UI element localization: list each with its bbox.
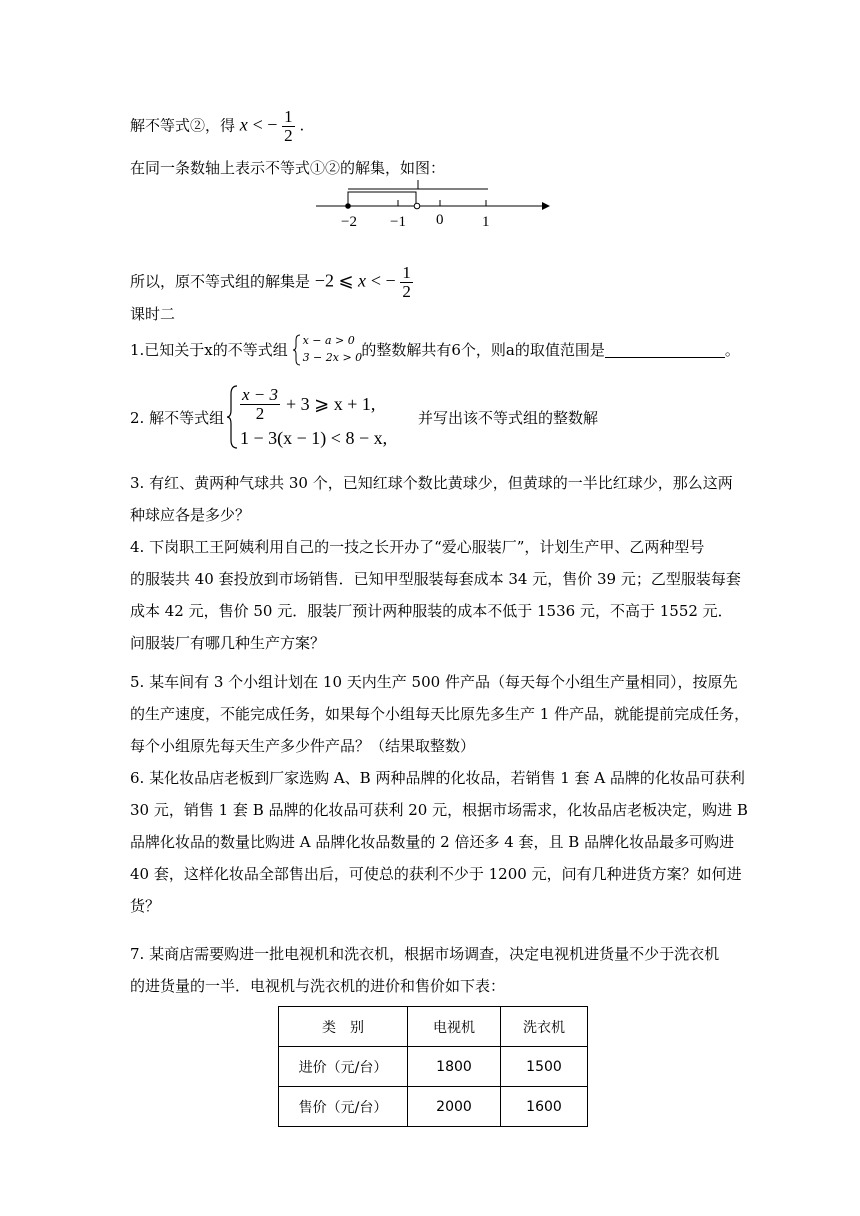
question-4-line-2: 的服装共 40 套投放到市场销售．已知甲型服装每套成本 34 元，售价 39 元；乙型服装每套 bbox=[130, 570, 741, 588]
conclusion-var: x bbox=[358, 270, 367, 291]
question-4-line-3: 成本 42 元，售价 50 元．服装厂预计两种服装的成本不低于 1536 元，不高于 1552 元． bbox=[130, 602, 733, 620]
question-6-line-1: 6. 某化妆品店老板到厂家选购 A、B 两种品牌的化妆品，若销售 1 套 A 品牌的化妆品可获利 bbox=[130, 769, 745, 787]
question-6-line-5: 货？ bbox=[130, 897, 161, 915]
q1-prefix: 1.已知关于x的不等式组 bbox=[130, 341, 288, 359]
step1-var: x bbox=[239, 114, 248, 135]
table-cell: 1600 bbox=[501, 1087, 588, 1127]
question-6-line-2: 30 元，销售 1 套 B 品牌的化妆品可获利 20 元，根据市场需求，化妆品店老板决定，购进 B bbox=[130, 801, 748, 819]
question-5-line-3: 每个小组原先每天生产多少件产品？（结果取整数） bbox=[130, 737, 476, 755]
conclusion-relation: < − bbox=[370, 270, 396, 291]
question-6-line-3: 品牌化妆品的数量比购进 A 品牌化妆品数量的 2 倍还多 4 套，且 B 品牌化妆品最多可购进 bbox=[130, 833, 735, 851]
question-3-line-2: 种球应各是多少？ bbox=[130, 506, 251, 524]
table-header-cell: 类 别 bbox=[279, 1007, 408, 1047]
axis-label-0: 0 bbox=[436, 212, 444, 228]
open-dot bbox=[414, 203, 420, 209]
conclusion-fraction bbox=[400, 264, 413, 301]
step1-denominator: 2 bbox=[284, 126, 293, 145]
table-cell: 售价（元/台） bbox=[279, 1087, 408, 1127]
number-line bbox=[310, 180, 550, 230]
table-row bbox=[279, 1087, 588, 1127]
table-cell: 1500 bbox=[501, 1047, 588, 1087]
question-4-line-1: 4. 下岗职工王阿姨利用自己的一技之长开办了“爱心服装厂”，计划生产甲、乙两种型号 bbox=[130, 538, 705, 556]
closed-dot bbox=[345, 203, 351, 209]
question-5-line-2: 的生产速度，不能完成任务，如果每个小组每天比原先多生产 1 件产品，就能提前完成任务， bbox=[130, 705, 750, 723]
step1-fraction bbox=[282, 108, 295, 145]
conclusion bbox=[130, 264, 413, 301]
step1-relation: < − bbox=[252, 114, 278, 135]
step1-numerator: 1 bbox=[284, 107, 293, 126]
table-header-cell: 电视机 bbox=[408, 1007, 501, 1047]
price-table bbox=[278, 1006, 588, 1127]
question-3-line-1: 3. 有红、黄两种气球共 30 个，已知红球个数比黄球少，但黄球的一半比红球少，那么这两 bbox=[130, 474, 733, 492]
axis-label-minus-1: −1 bbox=[390, 214, 406, 230]
table-cell: 1800 bbox=[408, 1047, 501, 1087]
q1-suffix: 的整数解共有6个，则a的取值范围是 bbox=[361, 341, 605, 359]
question-6-line-4: 40 套，这样化妆品全部售出后，可使总的获利不少于 1200 元，问有几种进货方案？如何进 bbox=[130, 865, 742, 883]
step1-end: . bbox=[299, 116, 305, 135]
conclusion-denominator: 2 bbox=[402, 282, 411, 301]
q1-end: 。 bbox=[724, 341, 740, 359]
q1-brace bbox=[293, 334, 301, 366]
q1-line1: x − a > 0 bbox=[302, 334, 355, 347]
axis-label-minus-2: −2 bbox=[341, 214, 357, 230]
table-row bbox=[279, 1047, 588, 1087]
axis-arrow bbox=[542, 202, 550, 210]
question-1 bbox=[130, 334, 740, 370]
q2-numerator: x − 3 bbox=[242, 385, 279, 404]
table-header-row bbox=[279, 1007, 588, 1047]
q1-line2: 3 − 2x > 0 bbox=[302, 351, 363, 364]
q1-system bbox=[293, 334, 363, 366]
section-title: 课时二 bbox=[130, 305, 176, 323]
conclusion-numerator: 1 bbox=[402, 263, 411, 282]
q2-suffix: 并写出该不等式组的整数解 bbox=[418, 409, 599, 427]
table-cell: 2000 bbox=[408, 1087, 501, 1127]
q1-answer-blank[interactable] bbox=[605, 343, 725, 358]
step1-text: 解不等式②，得 bbox=[130, 116, 236, 135]
question-5-line-1: 5. 某车间有 3 个小组计划在 10 天内生产 500 件产品（每天每个小组生产量相同），按原先 bbox=[130, 673, 738, 691]
q2-fraction bbox=[240, 386, 280, 423]
table-cell: 进价（元/台） bbox=[279, 1047, 408, 1087]
conclusion-math: −2 ⩽ bbox=[314, 270, 359, 291]
solution-bracket-1 bbox=[348, 192, 416, 204]
question-4-line-4: 问服装厂有哪几种生产方案？ bbox=[130, 634, 326, 652]
table-header-cell: 洗衣机 bbox=[501, 1007, 588, 1047]
question-7-line-2: 的进货量的一半．电视机与洗衣机的进价和售价如下表： bbox=[130, 977, 506, 995]
axis-label-1: 1 bbox=[482, 214, 490, 230]
solution-step-1 bbox=[130, 108, 304, 145]
solution-step-2: 在同一条数轴上表示不等式①②的解集，如图： bbox=[130, 159, 446, 177]
q2-prefix: 2. 解不等式组 bbox=[130, 409, 225, 427]
q2-line2: 1 − 3(x − 1) < 8 − x, bbox=[240, 428, 388, 448]
conclusion-text: 所以，原不等式组的解集是 bbox=[130, 272, 311, 291]
question-7-line-1: 7. 某商店需要购进一批电视机和洗衣机，根据市场调查，决定电视机进货量不少于洗衣机 bbox=[130, 945, 720, 963]
q2-line1-rest: + 3 ⩾ x + 1, bbox=[286, 394, 376, 414]
q2-brace bbox=[226, 384, 238, 450]
q2-denominator: 2 bbox=[255, 404, 265, 423]
